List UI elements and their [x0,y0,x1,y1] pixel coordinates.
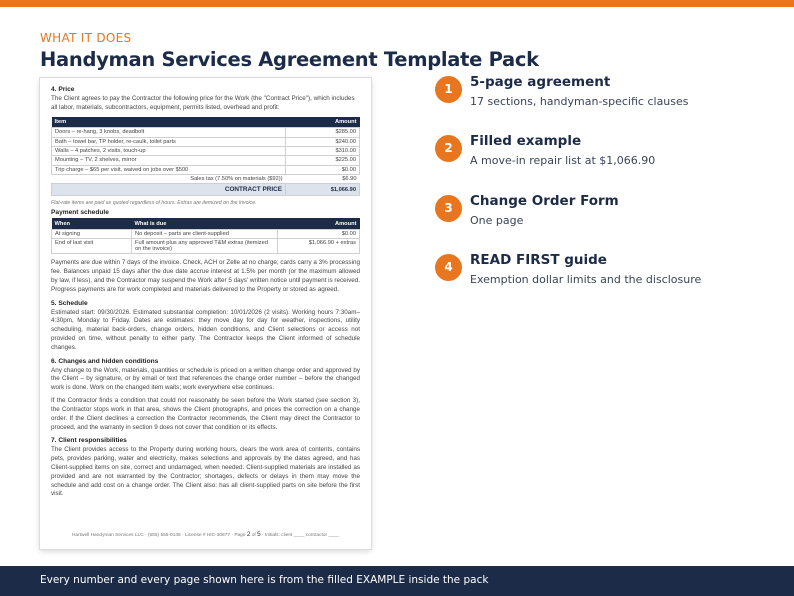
price-heading: 4. Price [51,86,75,93]
col-what: What is due [132,218,278,229]
section-eyebrow: WHAT IT DOES [40,31,132,45]
table-row [52,137,360,146]
feature-description: 17 sections, handyman-specific clauses [470,95,689,108]
payment-heading: Payment schedule [51,209,109,217]
amount-cell: $0.00 [278,229,360,238]
what-cell: No deposit – parts are client-supplied [132,229,278,238]
total-label: CONTRACT PRICE [52,184,286,196]
price-table [51,117,360,197]
feature-number-badge: 3 [435,195,462,222]
total-row [52,184,360,196]
footer-of: of [250,533,258,538]
feature-description: Exemption dollar limits and the disclosure [470,273,702,286]
feature-description: One page [470,214,524,227]
top-accent-bar [0,0,794,7]
item-cell: Doors – re-hang, 3 knobs, deadbolt [52,128,286,137]
tax-label: Sales tax (7.50% on materials ($92)) [190,176,283,183]
tax-amount: $6.90 [342,176,357,183]
feature-title: READ FIRST guide [470,252,607,268]
footer-page-number: 2 [246,531,251,538]
feature-title: Change Order Form [470,193,619,209]
amount-cell: $240.00 [286,137,360,146]
table-row [52,229,360,238]
feature-number-badge: 1 [435,76,462,103]
col-item: Item [52,117,286,128]
feature-number-badge: 4 [435,254,462,281]
amount-cell: $225.00 [286,156,360,165]
footer-page-label: Page [234,533,247,538]
changes-text-2: If the Contractor finds a condition that could not reasonably be seen before the Work started (see section 3), the Contractor stops work in that area, shows the Client photographs, and prices the correction on a change order. If the Client declines a correction the Contractor recommends, the Client may direct the Contractor to proceed, and the warranty in section 9 does not cover that condition or its effects. [51,397,360,431]
client-heading: 7. Client responsibilities [51,437,127,445]
when-cell: At signing [52,229,132,238]
changes-heading: 6. Changes and hidden conditions [51,357,159,365]
bottom-banner [0,566,794,596]
what-cell: Full amount plus any approved T&M extras (itemized on the invoice) [132,239,278,254]
footer-page-total: 5 [257,531,261,538]
table-row [52,239,360,254]
table-row [52,156,360,165]
payment-table [51,218,360,254]
price-intro: The Client agrees to pay the Contractor the following price for the Work (the "Contract Price"), which includes all labor, materials, subcontractors, equipment, permits listed, overhead and profit: [51,95,355,111]
feature-number-badge: 2 [435,135,462,162]
amount-cell: $310.00 [286,146,360,155]
schedule-text: Estimated start: 09/30/2026. Estimated substantial completion: 10/01/2026 (2 visits). Working hours 7:30am–4:30pm, Monday to Friday. Dates are estimates: they move day for day for weather, inspections, utility scheduling, material back-orders, change orders, hidden conditions, and Client selections or access not provided on time, without penalty to either party. The Contractor keeps the Client informed of schedule changes. [51,308,360,351]
footer-company: Hartwell Handyman Services LLC · (555) 555-0146 · License # HIC-30877 · [71,533,235,538]
amount-cell: $285.00 [286,128,360,137]
table-row [52,146,360,155]
col-when: When [52,218,132,229]
price-table-header [52,117,360,128]
feature-title: 5-page agreement [470,74,611,90]
document-footer [40,531,371,538]
when-cell: End of last visit [52,239,132,254]
payment-table-header [52,218,360,229]
document-preview [40,78,371,549]
schedule-heading: 5. Schedule [51,299,88,307]
page-title: Handyman Services Agreement Template Pack [40,48,539,71]
col-amount: Amount [278,218,360,229]
footer-initials: · Initials: client ____ contractor ____ [260,533,340,538]
amount-cell: $1,066.90 + extras [278,239,360,254]
col-amount: Amount [286,117,360,128]
amount-cell: $0.00 [286,165,360,174]
client-text: The Client provides access to the Property during working hours, clears the work area of contents, contains pets, provides parking, water and electricity, makes selections and approvals by the dates agreed, and has Client-supplied items on site, correct and undamaged, when needed. Client-supplied materials are installed as provided and are not warranted by the Contractor; shortages, defects or delays in them may move the schedule and add cost on a change order. The Client also: has all client-supplied parts on site before the first visit. [51,446,360,498]
changes-text-1: Any change to the Work, materials, quantities or schedule is priced on a written change order and approved by the Client – by signature, or by email or text that references the change order number – before the changed work is done. Work on the changed item waits; work everywhere else continues. [51,366,360,392]
payment-terms: Payments are due within 7 days of the invoice. Check, ACH or Zelle at no charge; cards carry a 3% processing fee. Balances unpaid 15 days after the due date accrue interest at 1.5% per month (or the maximum allowed by law, if less), and the Contractor may suspend the Work after 5 days' written notice until payment is received. Progress payments are for work completed and materials delivered to the Property or stored as agreed. [51,259,360,293]
table-row [52,165,360,174]
flat-rate-note: Flat-rate items are paid as quoted regardless of hours. Extras are itemized on the invoice. [51,200,257,207]
item-cell: Trip charge – $65 per visit, waived on jobs over $500 [52,165,286,174]
item-cell: Bath – towel bar, TP holder, re-caulk, toilet parts [52,137,286,146]
bottom-banner-text: Every number and every page shown here is from the filled EXAMPLE inside the pack [40,574,489,586]
table-row [52,128,360,137]
item-cell: Mounting – TV, 2 shelves, mirror [52,156,286,165]
feature-description: A move-in repair list at $1,066.90 [470,154,656,167]
total-amount: $1,066.90 [286,184,360,196]
feature-title: Filled example [470,133,582,149]
item-cell: Walls – 4 patches, 2 visits, touch-up [52,146,286,155]
tax-row [52,175,360,184]
